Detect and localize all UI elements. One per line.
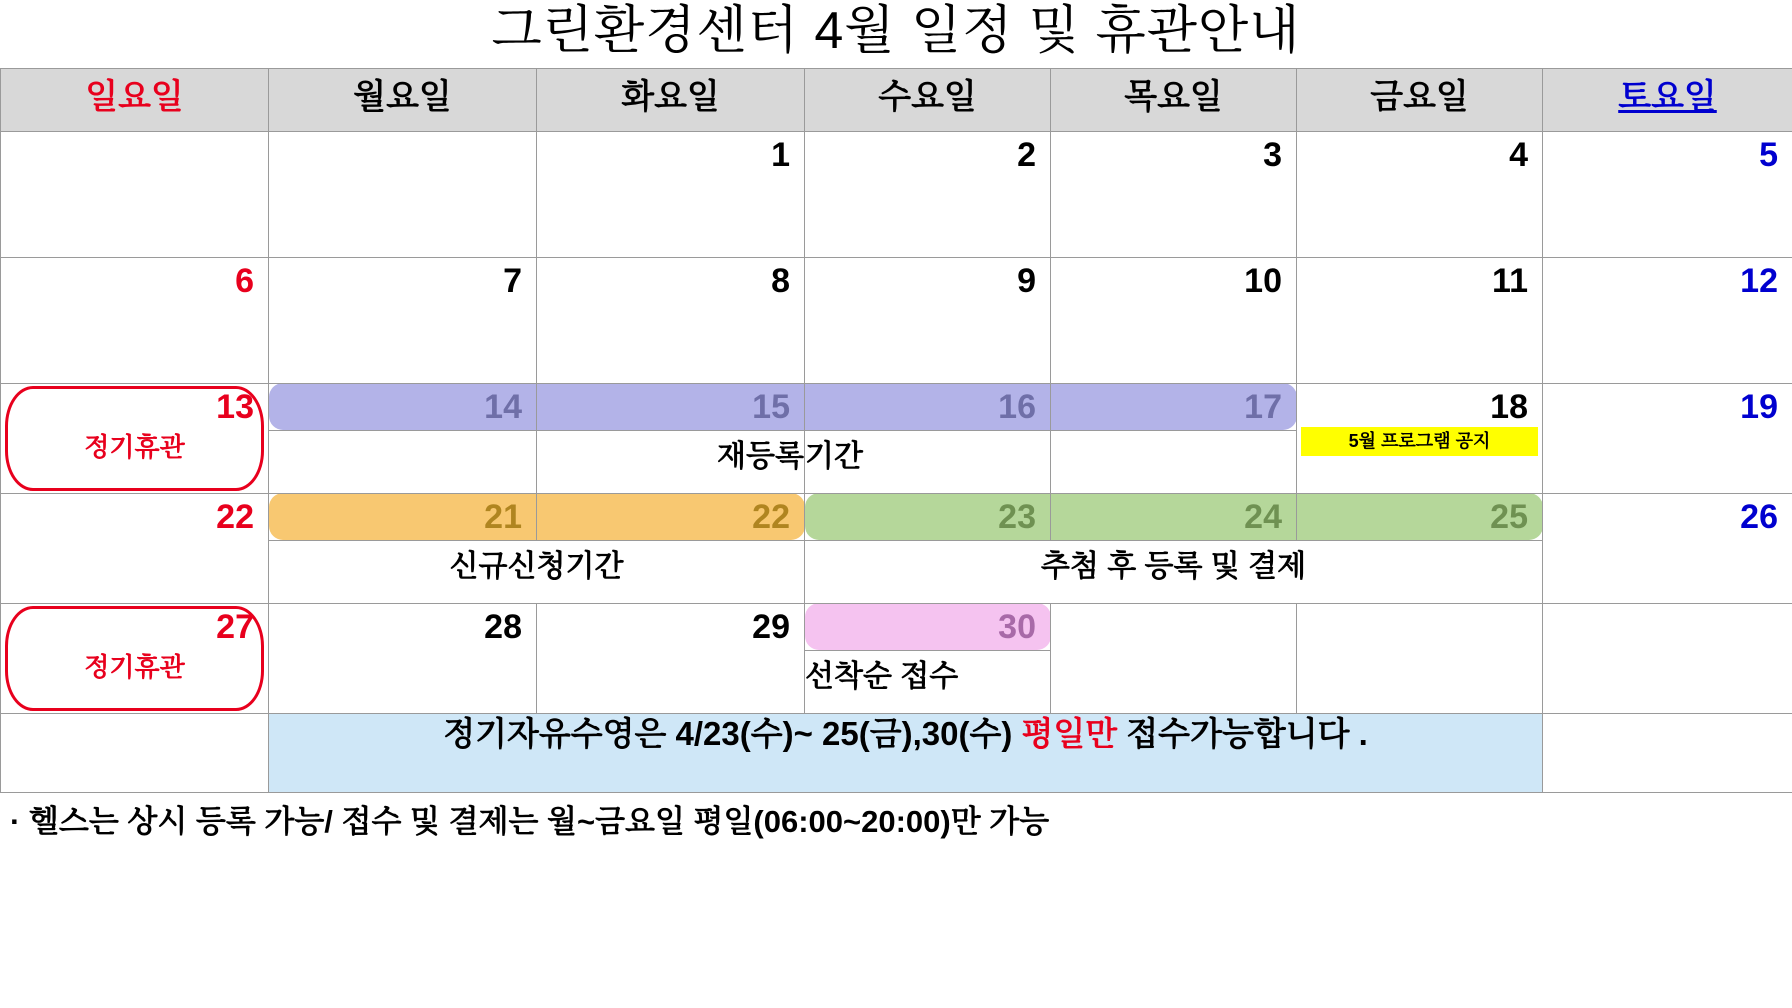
- week-row-3-numbers: [1, 383, 1792, 430]
- notice-cell-empty-right: [1543, 713, 1792, 792]
- day-cell-27-closed: 27 정기휴관: [1, 603, 269, 713]
- weekday-header-wednesday: 수요일: [805, 68, 1051, 131]
- weekday-header-thursday: 목요일: [1051, 68, 1297, 131]
- day-cell-28: 28: [269, 603, 537, 713]
- notice-text-highlight: 평일만: [1021, 714, 1118, 752]
- day-cell-empty: [1051, 603, 1297, 713]
- day-cell-14: 14: [269, 383, 537, 430]
- weekday-header-monday: 월요일: [269, 68, 537, 131]
- day-cell-4: 4: [1297, 131, 1543, 257]
- day-cell-24: 24: [1051, 493, 1297, 540]
- day-cell-30: 30: [805, 603, 1051, 650]
- day-cell-26: 26: [1543, 493, 1792, 603]
- day-cell-17: 17: [1051, 383, 1297, 430]
- weekday-header-friday: 금요일: [1297, 68, 1543, 131]
- day-cell-9: 9: [805, 257, 1051, 383]
- note-new-application-period: 신규신청기간: [269, 540, 805, 603]
- footer-note: · 헬스는 상시 등록 가능/ 접수 및 결제는 월~금요일 평일(06:00~20:00)만 가능: [10, 803, 1050, 839]
- day-cell-23: 23: [805, 493, 1051, 540]
- day-cell-7: 7: [269, 257, 537, 383]
- calendar-table: [0, 68, 1792, 793]
- day-cell-16: 16: [805, 383, 1051, 430]
- day-cell-5: 5: [1543, 131, 1792, 257]
- week-row-4-numbers: [1, 493, 1792, 540]
- note-reregistration-left: 재등록: [537, 430, 805, 493]
- day-cell-empty: [269, 131, 537, 257]
- closed-label-13: 정기휴관: [84, 432, 185, 463]
- notice-text-part2: 접수가능합니다 .: [1117, 714, 1368, 752]
- day-cell-18: 18 5월 프로그램 공지: [1297, 383, 1543, 493]
- week-row-1: [1, 131, 1792, 257]
- day-cell-empty: [1, 131, 269, 257]
- day-cell-2: 2: [805, 131, 1051, 257]
- notice-text-part1: 정기자유수영은 4/23(수)~ 25(금),30(수): [443, 714, 1022, 752]
- day-cell-19: 19: [1543, 383, 1792, 493]
- day-cell-12: 12: [1543, 257, 1792, 383]
- day-cell-empty: [1297, 603, 1543, 713]
- week-row-5-numbers: [1, 603, 1792, 650]
- weekday-header-sunday: 일요일: [1, 68, 269, 131]
- day-cell-empty: [1543, 603, 1792, 713]
- day-cell-1: 1: [537, 131, 805, 257]
- program-notice-badge: 5월 프로그램 공지: [1301, 427, 1538, 456]
- note-reregistration-right: 기간: [805, 430, 1051, 493]
- closed-label-27: 정기휴관: [84, 652, 185, 683]
- weekday-header-tuesday: 화요일: [537, 68, 805, 131]
- week-row-6-notice: [1, 713, 1792, 792]
- weekday-header-saturday: 토요일: [1543, 68, 1792, 131]
- day-cell-22: 22: [537, 493, 805, 540]
- day-cell-21: 21: [269, 493, 537, 540]
- week-row-2: [1, 257, 1792, 383]
- notice-cell-empty-left: [1, 713, 269, 792]
- free-swimming-notice: [269, 713, 1543, 792]
- page-title: 그린환경센터 4월 일정 및 휴관안내: [491, 2, 1301, 60]
- note-draw-registration-payment: 추첨 후 등록 및 결제: [805, 540, 1543, 603]
- day-cell-25: 25: [1297, 493, 1543, 540]
- day-cell-13-closed: 13 정기휴관: [1, 383, 269, 493]
- day-cell-29: 29: [537, 603, 805, 713]
- note-first-come-first-served: 선착순 접수: [805, 650, 1051, 713]
- week-row-4-notes: [1, 540, 1792, 603]
- day-cell-11: 11: [1297, 257, 1543, 383]
- day-cell-15: 15: [537, 383, 805, 430]
- day-cell-20: 22: [1, 493, 269, 603]
- day-cell-3: 3: [1051, 131, 1297, 257]
- day-cell-10: 10: [1051, 257, 1297, 383]
- day-cell-6: 6: [1, 257, 269, 383]
- note-cell-empty: [269, 430, 537, 493]
- day-cell-8: 8: [537, 257, 805, 383]
- weekday-header-row: [1, 68, 1792, 131]
- note-cell-empty: [1051, 430, 1297, 493]
